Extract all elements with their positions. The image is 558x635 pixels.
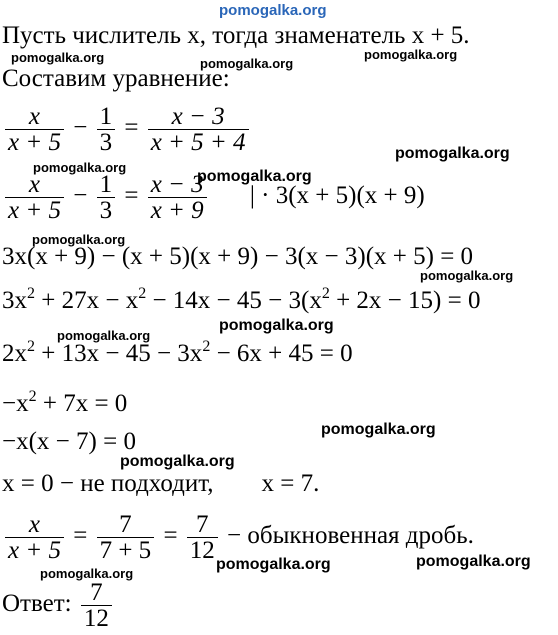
watermark: pomogalka.org [364,47,458,62]
intro-line: Пусть числитель x, тогда знаменатель x + 5. [2,22,470,49]
fraction: $\frac{1}{3}$ [97,104,116,155]
watermark: pomogalka.org [321,421,436,438]
fraction: $\frac{x}{x + 5}$ [5,172,64,223]
simplified-line: $2x^2 + 13x - 45 - 3x^2 - 6x + 45 = 0$ [2,338,353,367]
fraction: $\frac{x}{x + 5}$ [5,512,64,563]
watermark: pomogalka.org [197,168,312,185]
watermark: pomogalka.org [416,553,531,570]
fraction: $\frac{x - 3}{x + 9}$ [148,172,207,223]
check-line: $\frac{x}{x + 5}$ = $\frac{7}{7 + 5}$ = $\frac{7}{12}$ − обыкновенная дробь. [2,512,474,563]
watermark: pomogalka.org [11,50,105,65]
watermark: pomogalka.org [32,232,126,247]
expanded-line-1: 3x(x + 9) − (x + 5)(x + 9) − 3(x − 3)(x + 5) = 0 [2,243,474,270]
answer-fraction: $\frac{7}{12}$ [81,580,112,631]
compose-equation-line: Составим уравнение: [2,65,230,92]
watermark: pomogalka.org [57,328,151,343]
expanded-line-2: $3x^2 + 27x - x^2 - 14x - 45 - 3(x^2 + 2x - 15) = 0$ [2,285,481,314]
watermark-top: pomogalka.org [219,2,327,19]
fraction: $\frac{7}{12}$ [187,512,218,563]
equation-2: $\frac{x}{x + 5}$ − $\frac{1}{3}$ = $\frac{x - 3}{x + 9}$ | · 3(x + 5)(x + 9) [2,172,425,223]
watermark: pomogalka.org [219,317,334,334]
factored-line: −x(x − 7) = 0 [2,428,136,455]
reduced-line: $-x^2 + 7x = 0$ [2,388,128,417]
roots-line: x = 0 − не подходит, x = 7. [2,470,320,497]
watermark: pomogalka.org [33,160,127,175]
answer-line: Ответ: $\frac{7}{12}$ [2,580,115,631]
watermark: pomogalka.org [420,268,514,283]
watermark: pomogalka.org [40,566,134,581]
fraction: $\frac{x - 3}{x + 5 + 4}$ [148,104,249,155]
watermark: pomogalka.org [120,453,235,470]
fraction: $\frac{7}{7 + 5}$ [97,512,155,563]
equation-1: $\frac{x}{x + 5}$ − $\frac{1}{3}$ = $\frac{x - 3}{x + 5 + 4}$ [2,104,252,155]
watermark: pomogalka.org [216,556,331,573]
watermark: pomogalka.org [395,145,510,162]
fraction: $\frac{1}{3}$ [97,172,116,223]
fraction: $\frac{x}{x + 5}$ [5,104,64,155]
watermark: pomogalka.org [200,56,294,71]
